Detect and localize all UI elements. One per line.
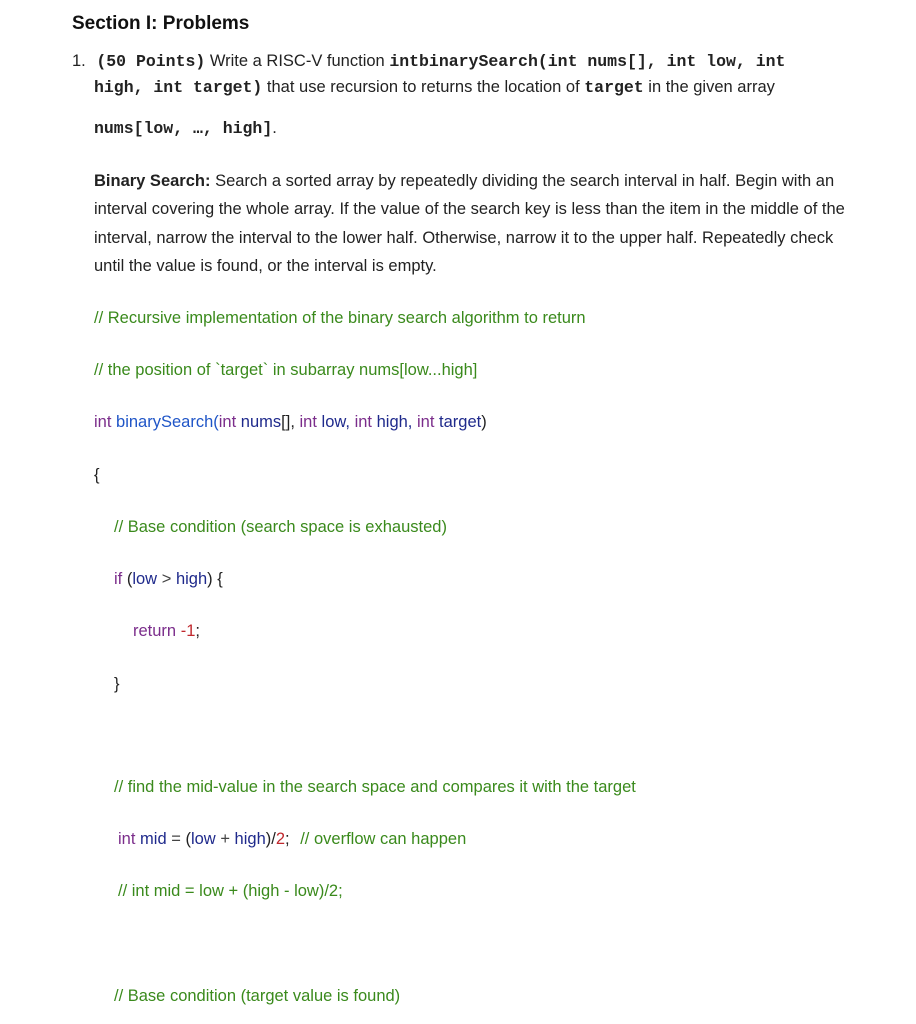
- description-label: Binary Search:: [94, 172, 211, 190]
- code-signature: [94, 413, 487, 432]
- mid-high: high: [234, 830, 266, 848]
- mid-comment: // overflow can happen: [300, 830, 467, 848]
- sig-nums: nums: [240, 413, 282, 431]
- if-paren: (: [126, 570, 133, 588]
- sig-brackets: [],: [281, 413, 295, 431]
- question-text-2b: in the given array: [648, 78, 775, 96]
- mid-name: mid: [140, 830, 167, 848]
- code-brace-close: }: [114, 675, 120, 693]
- if-gt: >: [161, 570, 172, 588]
- sig-int-5: int: [416, 413, 435, 431]
- sig-int-2: int: [218, 413, 237, 431]
- sig-int-3: int: [299, 413, 317, 431]
- return-keyword: return: [133, 622, 177, 640]
- question-target: target: [584, 78, 644, 97]
- mid-int: int: [118, 830, 136, 848]
- return-value: -1: [180, 622, 196, 640]
- question-line-3: [94, 119, 277, 138]
- mid-semicolon: ;: [285, 830, 290, 848]
- question-fn-params: (int nums[], int low, int: [537, 52, 786, 71]
- mid-plus: +: [220, 830, 230, 848]
- return-semicolon: ;: [195, 622, 200, 640]
- question-text-2a: that use recursion to returns the location of: [266, 78, 580, 96]
- description-text: Search a sorted array by repeatedly dividing the search interval in half. Begin with an interval covering the whole array. If the value of the search key is less than the item in the middle of the interval, narrow the interval to the lower half. Otherwise, narrow it to the upper half. Repeatedly check until the value is found, or the interval is empty.: [94, 172, 845, 275]
- mid-paren: (: [185, 830, 191, 848]
- mid-low: low: [190, 830, 216, 848]
- sig-high: high,: [376, 413, 413, 431]
- mid-two: 2: [275, 830, 286, 848]
- description-paragraph: [94, 167, 854, 280]
- sig-paren-open: (: [213, 413, 219, 431]
- code-comment-2: // the position of `target` in subarray nums[low...high]: [94, 361, 478, 379]
- question-number: 1.: [72, 52, 86, 70]
- question-fn-int: int: [389, 52, 420, 71]
- code-comment-6: // Base condition (target value is found): [114, 987, 401, 1005]
- question-params-cont: high, int target): [94, 78, 263, 97]
- code-mid-declaration: [118, 830, 466, 849]
- question-text: Write a RISC-V function: [209, 52, 385, 70]
- question-array-range: nums[low, …, high]: [94, 119, 273, 138]
- code-return: [133, 622, 200, 641]
- code-comment-4: // find the mid-value in the search space and compares it with the target: [114, 778, 636, 796]
- if-high: high: [175, 570, 208, 588]
- question-period: .: [272, 119, 277, 137]
- sig-target: target: [439, 413, 482, 431]
- sig-int-1: int: [94, 413, 112, 431]
- mid-eq: =: [171, 830, 181, 848]
- code-comment-1: // Recursive implementation of the binary search algorithm to return: [94, 309, 586, 327]
- question-points: (50 Points): [96, 52, 206, 71]
- code-brace-open: {: [94, 466, 100, 484]
- mid-div: )/: [265, 830, 276, 848]
- code-if-statement: [114, 570, 223, 589]
- if-close: ) {: [207, 570, 223, 588]
- section-title: Section I: Problems: [72, 13, 250, 34]
- question-line-1: [72, 52, 785, 71]
- if-keyword: if: [114, 570, 123, 588]
- sig-paren-close: ): [481, 413, 487, 431]
- if-low: low: [132, 570, 158, 588]
- code-comment-5: // int mid = low + (high - low)/2;: [118, 882, 343, 900]
- sig-int-4: int: [354, 413, 373, 431]
- sig-low: low,: [321, 413, 350, 431]
- sig-fn-name: binarySearch: [116, 413, 214, 431]
- code-comment-3: // Base condition (search space is exhausted): [114, 518, 447, 536]
- question-line-2: [94, 78, 775, 97]
- question-fn-name: binarySearch: [419, 52, 538, 71]
